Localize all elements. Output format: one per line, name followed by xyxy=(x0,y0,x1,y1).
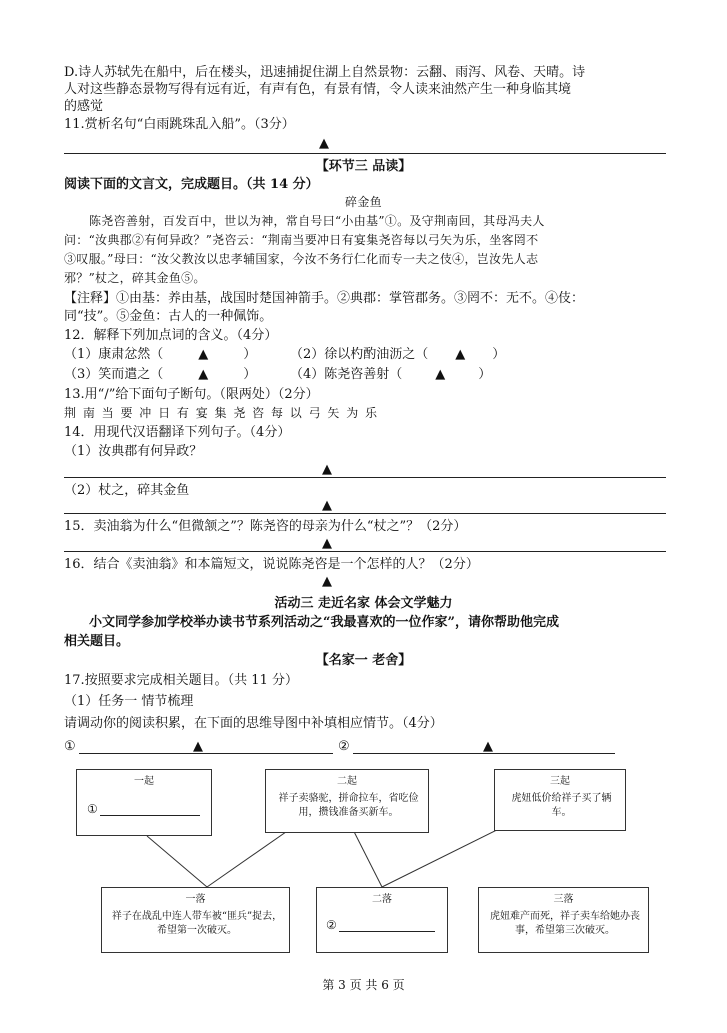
question-16: 16．结合《卖油翁》和本篇短文，说说陈尧咨是一个怎样的人？（2分） xyxy=(64,557,479,572)
answer-marker: ▲ xyxy=(319,136,329,151)
box-title: 二起 xyxy=(337,776,357,787)
answer-marker: ▲ xyxy=(198,347,209,362)
q14-item-1: （1）汝典郡有何异政？ xyxy=(64,444,203,459)
note-line: 同“技”。⑤金鱼：古人的一种佩饰。 xyxy=(64,309,273,324)
answer-marker: ▲ xyxy=(455,347,466,362)
mindmap-box-fall-2 xyxy=(316,887,448,953)
answer-marker: ▲ xyxy=(193,739,203,754)
mindmap-box-rise-3 xyxy=(494,769,626,831)
answer-marker: ▲ xyxy=(483,739,493,754)
passage-title: 碎金鱼 xyxy=(345,195,382,209)
box-text: 虎妞低价给祥子买了辆车。 xyxy=(511,793,612,818)
question-17: 17.按照要求完成相关题目。（共 11 分） xyxy=(64,673,298,688)
box-text: 祥子卖骆驼，拼命拉车，省吃俭用，攒钱准备买新车。 xyxy=(278,793,419,818)
box-title: 一落 xyxy=(185,894,206,905)
answer-marker: ▲ xyxy=(322,574,332,589)
answer-marker: ▲ xyxy=(198,367,209,382)
task1-instruction: 请调动你的阅读积累，在下面的思维导图中补填相应情节。（4分） xyxy=(64,716,443,731)
option-d-line3: 的感觉 xyxy=(64,99,104,114)
option-d-line1: D.诗人苏轼先在船中，后在楼头，迅速捕捉住湖上自然景物：云翻、雨泻、风卷、天晴。诗 xyxy=(64,65,586,80)
box-title: 一起 xyxy=(134,776,154,787)
q12-item-2: （2）徐以杓酌油沥之（ ▲ ） xyxy=(290,347,506,362)
question-14: 14．用现代汉语翻译下列句子。（4分） xyxy=(64,425,291,440)
mindmap-box-fall-1 xyxy=(101,887,290,953)
answer-marker: ▲ xyxy=(322,498,332,513)
answer-marker: ▲ xyxy=(322,536,332,551)
activity3-intro-line1: 小文同学参加学校举办读书节系列活动之“我最喜欢的一位作家”，请你帮助他完成 xyxy=(89,615,559,630)
activity3-heading: 活动三 走近名家 体会文学魅力 xyxy=(274,596,453,611)
famous-author-heading: 【名家一 老舍】 xyxy=(315,653,412,668)
section3-instruction: 阅读下面的文言文，完成题目。（共 14 分） xyxy=(64,177,319,192)
box-blank[interactable]: ② xyxy=(326,918,435,932)
mindmap-box-fall-3 xyxy=(478,887,649,953)
blank-1-label: ① xyxy=(64,739,76,754)
q13-sentence: 荆 南 当 要 冲 日 有 宴 集 尧 咨 每 以 弓 矢 为 乐 xyxy=(64,406,379,420)
option-d-line2: 人对这些静态景物写得有远有近，有声有色，有景有情，令人读来油然产生一种身临其境 xyxy=(64,82,572,97)
page-number: 第 3 页 共 6 页 xyxy=(322,978,405,992)
question-13: 13.用“/”给下面句子断句。（限两处）（2分） xyxy=(64,387,319,402)
mindmap-box-rise-2 xyxy=(265,769,429,833)
question-11: 11.赏析名句“白雨跳珠乱入船”。（3分） xyxy=(64,117,295,132)
passage-line: 问：“汝典郡②有何异政？”尧咨云：“荆南当要冲日有宴集尧咨每以弓矢为乐，坐客罔不 xyxy=(64,233,539,247)
passage-line: 陈尧咨善射，百发百中，世以为神，常自号曰“小由基”①。及守荆南回，其母冯夫人 xyxy=(89,214,545,228)
answer-marker: ▲ xyxy=(322,462,332,477)
section3-heading: 【环节三 品读】 xyxy=(315,159,412,174)
note-line: 【注释】①由基：养由基，战国时楚国神箭手。②典郡：掌管郡务。③罔不：无不。④伎： xyxy=(64,291,585,306)
question-12: 12．解释下列加点词的含义。（4分） xyxy=(64,328,278,343)
q14-item-2: （2）杖之，碎其金鱼 xyxy=(64,483,190,498)
passage-line: 邪？”杖之，碎其金鱼⑤。 xyxy=(64,271,206,285)
box-title: 三落 xyxy=(553,894,574,905)
passage-line: ③叹服。”母曰：“汝父教汝以忠孝辅国家，今汝不务行仁化而专一夫之伎④，岂汝先人志 xyxy=(64,252,539,266)
box-title: 二落 xyxy=(372,894,392,905)
box-text: 祥子在战乱中连人带车被“匪兵”捉去，希望第一次破灭。 xyxy=(111,911,283,936)
task1-label: （1）任务一 情节梳理 xyxy=(64,694,194,709)
q12-item-4: （4）陈尧咨善射（ ▲ ） xyxy=(290,367,492,382)
blank-2-label: ② xyxy=(338,739,350,754)
q12-item-1: （1）康肃忿然（ ▲ ） xyxy=(64,347,257,362)
question-15: 15．卖油翁为什么“但微颔之”？陈尧咨的母亲为什么“杖之”？（2分） xyxy=(64,519,467,534)
answer-marker: ▲ xyxy=(435,367,446,382)
activity3-intro-line2: 相关题目。 xyxy=(64,634,130,649)
mindmap-box-rise-1 xyxy=(76,769,212,836)
connector-line xyxy=(147,836,207,887)
box-text: 虎妞难产而死，祥子卖车给她办丧事，希望第三次破灭。 xyxy=(490,911,640,936)
box-title: 三起 xyxy=(550,776,570,787)
q12-item-3: （3）笑而遣之（ ▲ ） xyxy=(64,367,257,382)
box-blank[interactable]: ① xyxy=(87,802,200,816)
